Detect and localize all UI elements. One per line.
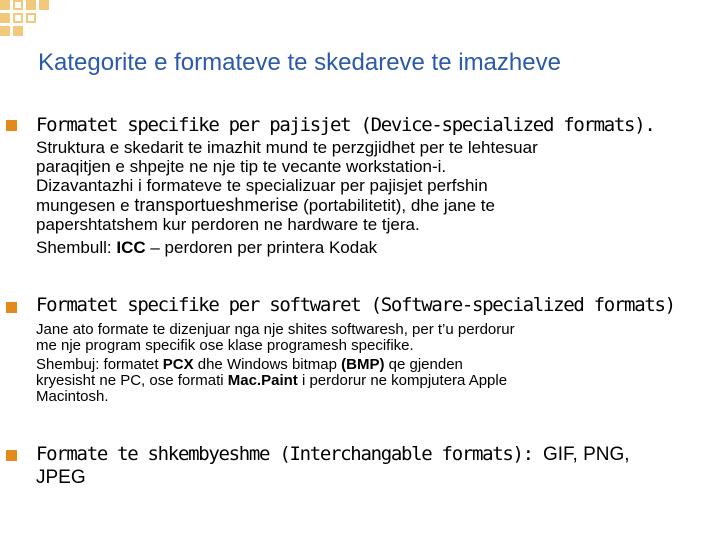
bullet-body-software-formats xyxy=(36,322,696,405)
body-line-mixed xyxy=(36,196,696,215)
heading-text: Formate te shkembyeshme (Interchangable formats): xyxy=(36,443,533,465)
text-run: Shembuj: formatet xyxy=(36,355,159,373)
body-line: papershtatshem kur perdoren ne hardware te tjera. xyxy=(36,214,420,234)
text-run: kryesisht ne PC, ose formati xyxy=(36,371,224,389)
bullet-heading-device-formats: Formatet specifike per pajisjet (Device-specialized formats). xyxy=(36,114,655,136)
text-run: i perdorur ne kompjutera Apple xyxy=(301,371,508,389)
bold-term: PCX xyxy=(162,355,194,373)
bullet-body-device-formats xyxy=(36,138,696,257)
bold-term: Mac.Paint xyxy=(227,371,298,389)
text-run: transportueshmerise xyxy=(134,194,299,215)
text-run: – perdoren per printera Kodak xyxy=(150,238,378,258)
text-run: mungesen e xyxy=(36,195,130,215)
bullet-square-icon xyxy=(6,302,17,313)
body-line: me nje program specifik ose klase programesh specifike. xyxy=(36,336,414,354)
bullet-continuation: JPEG xyxy=(36,467,86,488)
text-run: (portabilitetit), dhe jane te xyxy=(303,195,495,215)
bullet-heading-software-formats: Formatet specifike per softwaret (Software-specialized formats) xyxy=(36,294,675,316)
body-line-mixed xyxy=(36,357,696,373)
corner-decoration xyxy=(0,0,60,50)
text-run: dhe Windows bitmap xyxy=(197,355,337,373)
body-line: Struktura e skedarit te imazhit mund te perzgjidhet per te lehtesuar xyxy=(36,138,538,157)
body-line: Macintosh. xyxy=(36,387,109,405)
text-run: Shembull: xyxy=(36,238,112,258)
bold-term: ICC xyxy=(116,238,146,258)
body-line: paraqitjen e shpejte ne nje tip te vecante workstation-i. xyxy=(36,157,447,177)
text-run: qe gjenden xyxy=(388,355,463,373)
body-line-mixed xyxy=(36,238,696,257)
bullet-square-icon xyxy=(6,120,17,131)
bold-term: (BMP) xyxy=(341,355,385,373)
bullet-square-icon xyxy=(6,450,17,461)
body-line: Jane ato formate te dizenjuar nga nje shites softwaresh, per t’u perdorur xyxy=(36,321,515,338)
slide-title: Kategorite e formateve te skedareve te imazheve xyxy=(38,49,561,76)
bullet-heading-interchangable-formats xyxy=(36,443,630,466)
heading-tail: GIF, PNG, xyxy=(542,444,630,465)
body-line-mixed xyxy=(36,373,696,389)
body-line: Dizavantazhi i formateve te specializuar per pajisjet perfshin xyxy=(36,176,488,196)
